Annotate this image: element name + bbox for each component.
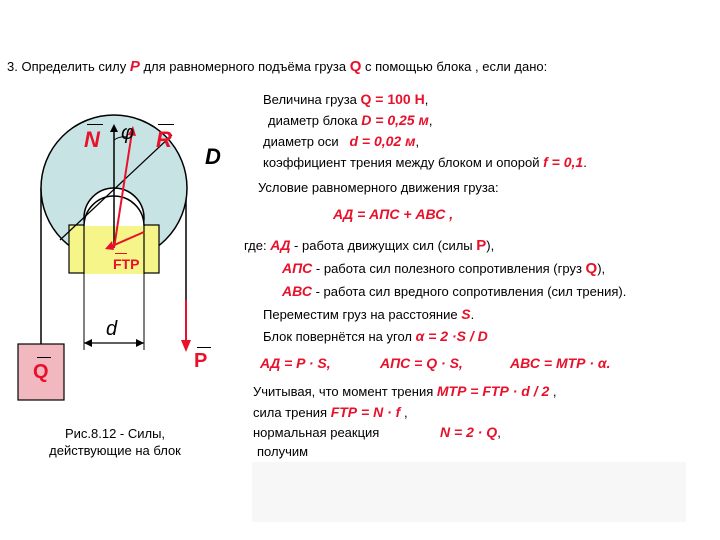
where-line-2: AПС - работа сил полезного сопротивления (груз Q), — [282, 260, 606, 277]
label-n: N — [84, 127, 100, 152]
consider-line-1: Учитывая, что момент трения MТР = FТР · d / 2 , — [253, 383, 557, 399]
problem-mid: для равномерного подъёма груза — [139, 59, 350, 74]
consider-line-3-formula: N = 2 · Q, — [440, 424, 501, 440]
problem-suffix: с помощью блока , если дано: — [361, 59, 548, 74]
consider-line-4: получим — [257, 444, 309, 459]
consider-line-2: сила трения FТР = N · f , — [253, 404, 408, 420]
label-p: P — [194, 350, 208, 372]
condition-title: Условие равномерного движения груза: — [258, 180, 499, 195]
label-d-big: D — [205, 144, 221, 169]
label-q: Q — [33, 361, 49, 383]
equation-main: AД = AПС + AВС , — [333, 206, 454, 222]
given-load: Величина груза Q = 100 Н, — [263, 91, 429, 107]
given-block-diameter-value: D = 0,25 м — [361, 112, 429, 128]
formula-placeholder-area — [252, 462, 686, 522]
where-line-3: AВС - работа сил вредного сопротивления (сил трения). — [282, 283, 627, 299]
label-r: R — [156, 127, 172, 152]
work-useful: AПС = Q · S, — [380, 355, 463, 371]
given-friction-value: f = 0,1 — [543, 154, 584, 170]
label-friction: FТР — [113, 256, 140, 272]
label-phi: φ — [121, 122, 135, 144]
given-axle-diameter-value: d = 0,02 м — [349, 133, 416, 149]
given-load-value: Q = 100 Н — [360, 91, 425, 107]
block-figure — [0, 0, 250, 470]
figure-caption — [20, 425, 210, 459]
caption-line-1: Рис.8.12 - Силы, — [64, 426, 166, 441]
problem-load-q: Q — [349, 58, 362, 75]
work-harmful: AВС = MТР · α. — [510, 355, 611, 371]
label-d-small: d — [106, 318, 118, 340]
given-friction: коэффициент трения между блоком и опорой f = 0,1. — [263, 154, 587, 170]
caption-line-2: действующие на блок — [49, 443, 181, 458]
problem-prefix: 3. Определить силу — [7, 59, 130, 74]
where-line-1: где: AД - работа движущих сил (силы P), — [244, 237, 495, 254]
move-line-2: Блок повернётся на угол α = 2 ·S / D — [263, 328, 488, 344]
given-block-diameter: диаметр блока D = 0,25 м, — [268, 112, 433, 128]
move-line-1: Переместим груз на расстояние S. — [263, 306, 475, 322]
consider-line-3: нормальная реакция — [253, 425, 380, 440]
work-driving: AД = P · S, — [260, 355, 331, 371]
problem-force-p: P — [129, 58, 140, 75]
given-axle-diameter: диаметр оси d = 0,02 м, — [263, 133, 420, 149]
